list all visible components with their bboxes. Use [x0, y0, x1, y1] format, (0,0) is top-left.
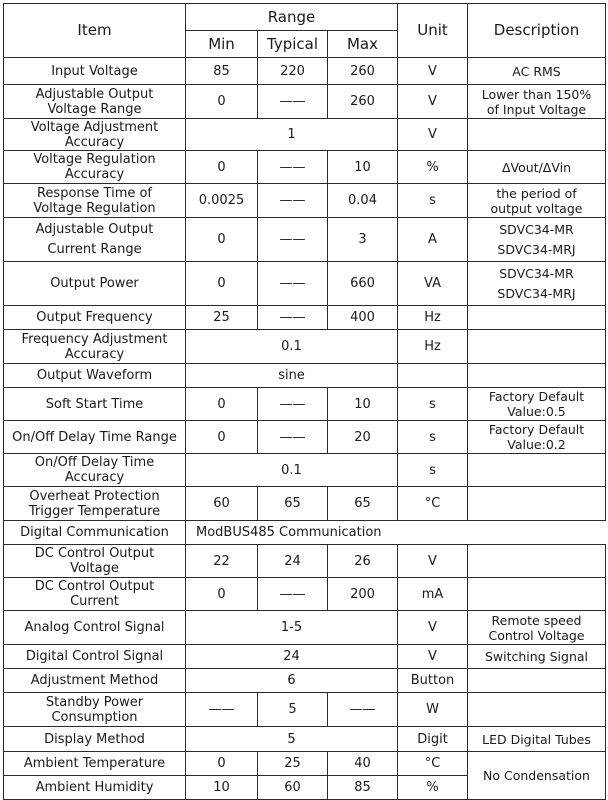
item-cell: Display Method — [4, 727, 186, 752]
table-row — [4, 262, 606, 306]
unit-cell: Button — [398, 669, 468, 693]
table-row — [4, 752, 606, 776]
header-typical: Typical — [258, 31, 328, 58]
description-cell — [468, 454, 606, 487]
max-cell: 85 — [328, 776, 398, 800]
description-cell: Switching Signal — [468, 645, 606, 669]
unit-cell: s — [398, 388, 468, 421]
description-cell — [468, 330, 606, 364]
spec-table — [3, 3, 606, 800]
table-row — [4, 693, 606, 727]
item-cell: Voltage Regulation Accuracy — [4, 151, 186, 184]
description-cell — [468, 578, 606, 611]
min-cell: 85 — [186, 58, 258, 85]
header-item: Item — [4, 4, 186, 58]
unit-cell: s — [398, 454, 468, 487]
item-cell: Ambient Temperature — [4, 752, 186, 776]
min-cell: 0 — [186, 218, 258, 262]
item-cell: Input Voltage — [4, 58, 186, 85]
item-cell: Standby Power Consumption — [4, 693, 186, 727]
item-cell: On/Off Delay Time Accuracy — [4, 454, 186, 487]
unit-cell: s — [398, 421, 468, 454]
table-row — [4, 330, 606, 364]
typical-cell: 24 — [258, 545, 328, 578]
description-cell: Factory Default Value:0.2 — [468, 421, 606, 454]
item-cell: DC Control Output Current — [4, 578, 186, 611]
description-cell — [468, 306, 606, 330]
unit-cell: s — [398, 184, 468, 218]
description-cell: SDVC34-MR SDVC34-MRJ — [468, 262, 606, 306]
item-cell: Soft Start Time — [4, 388, 186, 421]
unit-cell: % — [398, 776, 468, 800]
description-cell: ΔVout/ΔVin — [468, 151, 606, 184]
item-cell: DC Control Output Voltage — [4, 545, 186, 578]
item-cell: Analog Control Signal — [4, 611, 186, 645]
table-row — [4, 306, 606, 330]
description-cell: LED Digital Tubes — [468, 727, 606, 752]
value-cell: 1 — [186, 119, 398, 151]
min-cell: 0.0025 — [186, 184, 258, 218]
value-cell: 0.1 — [186, 330, 398, 364]
header-min: Min — [186, 31, 258, 58]
description-cell: Factory Default Value:0.5 — [468, 388, 606, 421]
typical-cell: —— — [258, 151, 328, 184]
description-cell: AC RMS — [468, 58, 606, 85]
item-cell: Frequency Adjustment Accuracy — [4, 330, 186, 364]
max-cell: 260 — [328, 85, 398, 119]
min-cell: —— — [186, 693, 258, 727]
item-cell: Output Power — [4, 262, 186, 306]
max-cell: 3 — [328, 218, 398, 262]
unit-cell: °C — [398, 487, 468, 521]
item-cell: Adjustable Output Voltage Range — [4, 85, 186, 119]
header-unit: Unit — [398, 4, 468, 58]
description-cell: No Condensation — [468, 752, 606, 800]
table-row — [4, 454, 606, 487]
value-cell: 24 — [186, 645, 398, 669]
item-cell: Digital Control Signal — [4, 645, 186, 669]
min-cell: 0 — [186, 262, 258, 306]
typical-cell: 25 — [258, 752, 328, 776]
item-cell: On/Off Delay Time Range — [4, 421, 186, 454]
item-cell: Digital Communication — [4, 521, 186, 545]
value-cell: 5 — [186, 727, 398, 752]
item-cell: Ambient Humidity — [4, 776, 186, 800]
typical-cell: 60 — [258, 776, 328, 800]
table-row — [4, 727, 606, 752]
description-cell — [468, 487, 606, 521]
description-cell: Remote speed Control Voltage — [468, 611, 606, 645]
typical-cell: 5 — [258, 693, 328, 727]
min-cell: 0 — [186, 151, 258, 184]
unit-cell: mA — [398, 578, 468, 611]
table-row — [4, 645, 606, 669]
unit-cell: V — [398, 545, 468, 578]
table-row — [4, 521, 606, 545]
table-row — [4, 487, 606, 521]
value-cell: ModBUS485 Communication — [186, 521, 606, 545]
min-cell: 0 — [186, 752, 258, 776]
table-row — [4, 58, 606, 85]
min-cell: 25 — [186, 306, 258, 330]
unit-cell: Digit — [398, 727, 468, 752]
max-cell: 260 — [328, 58, 398, 85]
typical-cell: —— — [258, 388, 328, 421]
typical-cell: 220 — [258, 58, 328, 85]
max-cell: —— — [328, 693, 398, 727]
table-row — [4, 421, 606, 454]
item-cell: Adjustable Output Current Range — [4, 218, 186, 262]
table-row — [4, 545, 606, 578]
min-cell: 0 — [186, 388, 258, 421]
table-row — [4, 218, 606, 262]
description-cell: the period of output voltage — [468, 184, 606, 218]
description-cell — [468, 669, 606, 693]
unit-cell: V — [398, 85, 468, 119]
typical-cell: —— — [258, 421, 328, 454]
typical-cell: —— — [258, 262, 328, 306]
table-row — [4, 388, 606, 421]
unit-cell: % — [398, 151, 468, 184]
value-cell: 6 — [186, 669, 398, 693]
value-cell: sine — [186, 364, 398, 388]
max-cell: 10 — [328, 388, 398, 421]
unit-cell: Hz — [398, 330, 468, 364]
typical-cell: —— — [258, 184, 328, 218]
min-cell: 0 — [186, 578, 258, 611]
unit-cell: V — [398, 611, 468, 645]
value-cell: 1-5 — [186, 611, 398, 645]
max-cell: 660 — [328, 262, 398, 306]
header-max: Max — [328, 31, 398, 58]
unit-cell: °C — [398, 752, 468, 776]
item-cell: Voltage Adjustment Accuracy — [4, 119, 186, 151]
max-cell: 40 — [328, 752, 398, 776]
min-cell: 0 — [186, 85, 258, 119]
header-range: Range — [186, 4, 398, 31]
item-cell: Output Waveform — [4, 364, 186, 388]
max-cell: 400 — [328, 306, 398, 330]
value-cell: 0.1 — [186, 454, 398, 487]
table-row — [4, 119, 606, 151]
unit-cell: V — [398, 119, 468, 151]
max-cell: 26 — [328, 545, 398, 578]
description-cell — [468, 545, 606, 578]
min-cell: 10 — [186, 776, 258, 800]
min-cell: 0 — [186, 421, 258, 454]
item-cell: Adjustment Method — [4, 669, 186, 693]
description-cell: Lower than 150% of Input Voltage — [468, 85, 606, 119]
typical-cell: —— — [258, 85, 328, 119]
unit-cell — [398, 364, 468, 388]
table-row — [4, 578, 606, 611]
description-cell — [468, 119, 606, 151]
description-cell: SDVC34-MR SDVC34-MRJ — [468, 218, 606, 262]
description-cell — [468, 364, 606, 388]
max-cell: 65 — [328, 487, 398, 521]
table-row — [4, 184, 606, 218]
typical-cell: 65 — [258, 487, 328, 521]
table-row — [4, 85, 606, 119]
table-row — [4, 151, 606, 184]
max-cell: 10 — [328, 151, 398, 184]
header-description: Description — [468, 4, 606, 58]
unit-cell: V — [398, 58, 468, 85]
unit-cell: VA — [398, 262, 468, 306]
table-row — [4, 364, 606, 388]
item-cell: Output Frequency — [4, 306, 186, 330]
typical-cell: —— — [258, 218, 328, 262]
unit-cell: W — [398, 693, 468, 727]
max-cell: 0.04 — [328, 184, 398, 218]
unit-cell: Hz — [398, 306, 468, 330]
item-cell: Overheat Protection Trigger Temperature — [4, 487, 186, 521]
table-row — [4, 611, 606, 645]
min-cell: 22 — [186, 545, 258, 578]
item-cell: Response Time of Voltage Regulation — [4, 184, 186, 218]
unit-cell: A — [398, 218, 468, 262]
unit-cell: V — [398, 645, 468, 669]
description-cell — [468, 693, 606, 727]
max-cell: 200 — [328, 578, 398, 611]
typical-cell: —— — [258, 306, 328, 330]
min-cell: 60 — [186, 487, 258, 521]
spec-table-container — [3, 3, 606, 800]
table-row — [4, 669, 606, 693]
typical-cell: —— — [258, 578, 328, 611]
max-cell: 20 — [328, 421, 398, 454]
